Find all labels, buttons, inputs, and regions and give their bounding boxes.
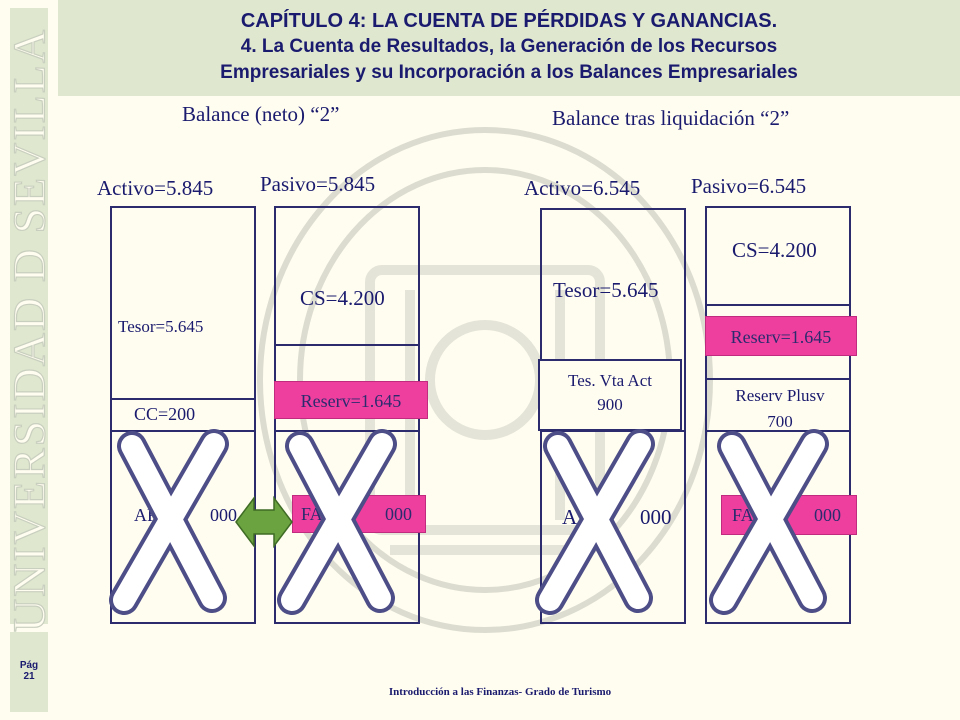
balance1-af: AF [134,505,158,525]
balance2-reserv-plusv-line1: Reserv Plusv [735,386,825,405]
page-number-box [10,632,48,712]
divider [274,344,418,346]
cross-out-x-icon [528,426,664,616]
balance1-fat-suffix: 000 [385,504,412,524]
balance2-cs: CS=4.200 [732,238,817,262]
header-line-1: CAPÍTULO 4: LA CUENTA DE PÉRDIDAS Y GANANCIAS. [240,10,778,32]
balance1-title: Balance (neto) “2” [182,102,340,126]
balance1-pasivo-label: Pasivo=5.845 [260,172,376,196]
balance1-reserv: Reserv=1.645 [274,381,428,419]
balance2-activo-label: Activo=6.545 [524,176,641,200]
balance2-tes-vta-line1: Tes. Vta Act [568,371,652,390]
double-arrow-icon [234,494,294,550]
university-name: UNIVERSIDAD D SEVILLA [3,27,55,633]
cross-out-x-icon [102,426,238,616]
balance2-pasivo-label: Pasivo=6.545 [691,174,807,198]
balance1-tesor: Tesor=5.645 [118,317,204,336]
header-line-3: Empresariales y su Incorporación a los Balances Empresariales [220,62,798,83]
divider [110,398,254,400]
balance2-fat: FAT [732,505,763,525]
balance2-title: Balance tras liquidación “2” [552,106,790,130]
balance1-cs: CS=4.200 [300,286,385,310]
page-label: Pág [19,660,39,671]
page-number: 21 [23,671,35,682]
header-line-2: 4. La Cuenta de Resultados, la Generación de los Recursos [240,36,778,57]
balance2-tesor: Tesor=5.645 [553,278,659,302]
footer-text: Introducción a las Finanzas- Grado de Turismo [388,686,612,698]
balance1-cc: CC=200 [134,404,196,424]
balance1-activo-label: Activo=5.845 [97,176,214,200]
balance1-fat: FAT [301,504,332,524]
balance2-fat-suffix: 000 [814,505,841,525]
balance2-reserv-plusv-line2: 700 [767,412,793,431]
divider [705,304,849,306]
balance2-tes-vta-line2: 900 [597,395,623,414]
balance1-af-suffix: 000 [210,505,237,525]
balance2-reserv: Reserv=1.645 [705,316,857,356]
balance2-af-suffix: 000 [640,505,672,529]
slide-header [58,8,960,86]
balance2-af: AF [562,505,589,529]
balance2-tes-vta-box [538,359,682,431]
divider [705,378,849,380]
cross-out-x-icon [702,426,838,616]
